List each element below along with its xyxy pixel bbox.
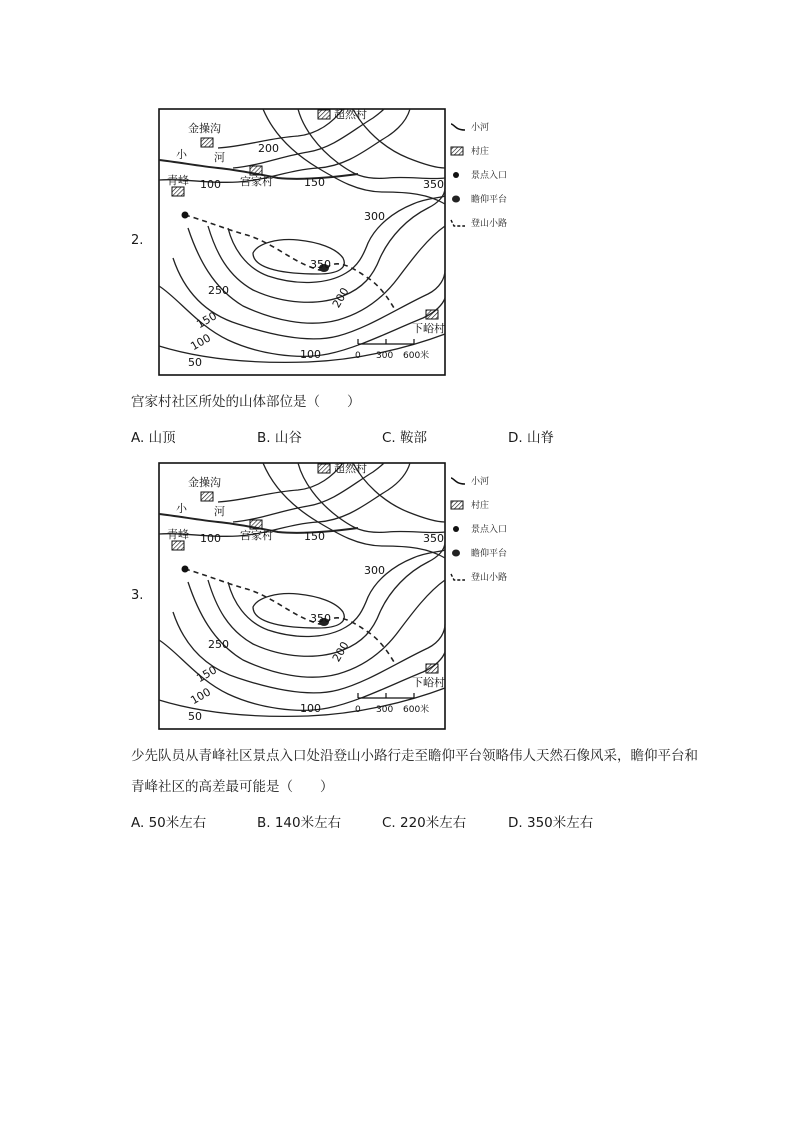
river-char-1: 小 (176, 148, 187, 161)
contour-label: 50 (188, 710, 202, 723)
scale-mid: 300 (376, 705, 394, 715)
village-gongjia-marker (250, 166, 262, 175)
entrance-icon (450, 524, 466, 534)
contour-label: 300 (364, 564, 385, 577)
river-icon (450, 122, 466, 132)
legend-platform: 瞻仰平台 (450, 192, 507, 205)
contour-label: 150 (194, 309, 220, 332)
option-a[interactable]: A. 50米左右 (131, 815, 207, 831)
contour-label: 350 (310, 258, 331, 271)
option-c[interactable]: C. 鞍部 (382, 430, 428, 446)
contour-label: 350 (310, 612, 331, 625)
legend-entrance: 景点入口 (450, 522, 507, 535)
village-qingfeng-marker (172, 541, 184, 550)
legend-river: 小河 (450, 474, 489, 487)
option-b[interactable]: B. 140米左右 (257, 815, 342, 831)
scale-zero: 0 (355, 705, 361, 715)
contour-label: 250 (208, 638, 229, 651)
place-xiayu: 下峪村 (412, 676, 445, 689)
platform-icon (450, 194, 466, 204)
legend-path: 登山小路 (450, 216, 507, 229)
place-qingfeng: 青峰 (167, 174, 189, 187)
option-b[interactable]: B. 山谷 (257, 430, 302, 446)
contour-label: 100 (188, 331, 214, 354)
legend-entrance: 景点入口 (450, 168, 507, 181)
contour-label: 200 (329, 639, 352, 665)
river-char-1: 小 (176, 502, 187, 515)
answer-options (131, 811, 731, 831)
contour-map-svg (158, 462, 446, 730)
village-jinshagou-marker (201, 492, 213, 501)
contour-label: 100 (188, 685, 214, 708)
village-icon (450, 500, 466, 510)
legend-village: 村庄 (450, 144, 489, 157)
place-chaoran: 超然村 (334, 462, 367, 475)
legend-path: 登山小路 (450, 570, 507, 583)
contour-label: 250 (208, 284, 229, 297)
legend-village: 村庄 (450, 498, 489, 511)
place-jinshagou: 金操沟 (188, 476, 221, 489)
village-icon (450, 146, 466, 156)
village-qingfeng-marker (172, 187, 184, 196)
scale-end: 600米 (403, 351, 430, 361)
contour-label: 100 (200, 532, 221, 545)
contour-label: 150 (304, 176, 325, 189)
topographic-map (158, 108, 446, 376)
contour-label: 200 (329, 285, 352, 311)
question-stem: 宫家村社区所处的山体部位是（ ） (131, 394, 361, 410)
legend-platform: 瞻仰平台 (450, 546, 507, 559)
river-icon (450, 476, 466, 486)
river-char-2: 河 (214, 505, 225, 518)
entrance-icon (450, 170, 466, 180)
place-gongjia: 宫家村 (240, 175, 273, 188)
question-number: 2. (131, 233, 144, 248)
scale-mid: 300 (376, 351, 394, 361)
topographic-map (158, 462, 446, 730)
legend-river: 小河 (450, 120, 489, 133)
place-xiayu: 下峪村 (412, 322, 445, 335)
contour-map-svg (158, 108, 446, 376)
place-jinshagou: 金操沟 (188, 122, 221, 135)
contour-label: 150 (304, 530, 325, 543)
entrance-marker (182, 566, 189, 573)
place-chaoran: 超然村 (334, 108, 367, 121)
platform-icon (450, 548, 466, 558)
entrance-marker (182, 212, 189, 219)
scale-end: 600米 (403, 705, 430, 715)
option-a[interactable]: A. 山顶 (131, 430, 176, 446)
contour-label: 300 (364, 210, 385, 223)
village-chaoran-marker (318, 464, 330, 473)
village-chaoran-marker (318, 110, 330, 119)
place-gongjia: 宫家村 (240, 529, 273, 542)
village-jinshagou-marker (201, 138, 213, 147)
river-char-2: 河 (214, 151, 225, 164)
contour-label: 100 (300, 702, 321, 715)
place-qingfeng: 青峰 (167, 528, 189, 541)
contour-label: 100 (200, 178, 221, 191)
village-xiayu-marker (426, 664, 438, 673)
answer-options (131, 426, 731, 446)
village-gongjia-marker (250, 520, 262, 529)
scale-zero: 0 (355, 351, 361, 361)
contour-label: 100 (300, 348, 321, 361)
path-icon (450, 218, 466, 228)
question-stem: 少先队员从青峰社区景点入口处沿登山小路行走至瞻仰平台领略伟人天然石像风采，瞻仰平台和青峰社区的高差最可能是（ ） (131, 748, 698, 795)
option-c[interactable]: C. 220米左右 (382, 815, 467, 831)
path-icon (450, 572, 466, 582)
option-d[interactable]: D. 350米左右 (508, 815, 594, 831)
option-d[interactable]: D. 山脊 (508, 430, 554, 446)
contour-label: 350 (423, 178, 444, 191)
village-xiayu-marker (426, 310, 438, 319)
question-number: 3. (131, 588, 144, 603)
contour-label: 350 (423, 532, 444, 545)
contour-label: 50 (188, 356, 202, 369)
contour-label: 150 (194, 663, 220, 686)
contour-label: 200 (258, 142, 279, 155)
